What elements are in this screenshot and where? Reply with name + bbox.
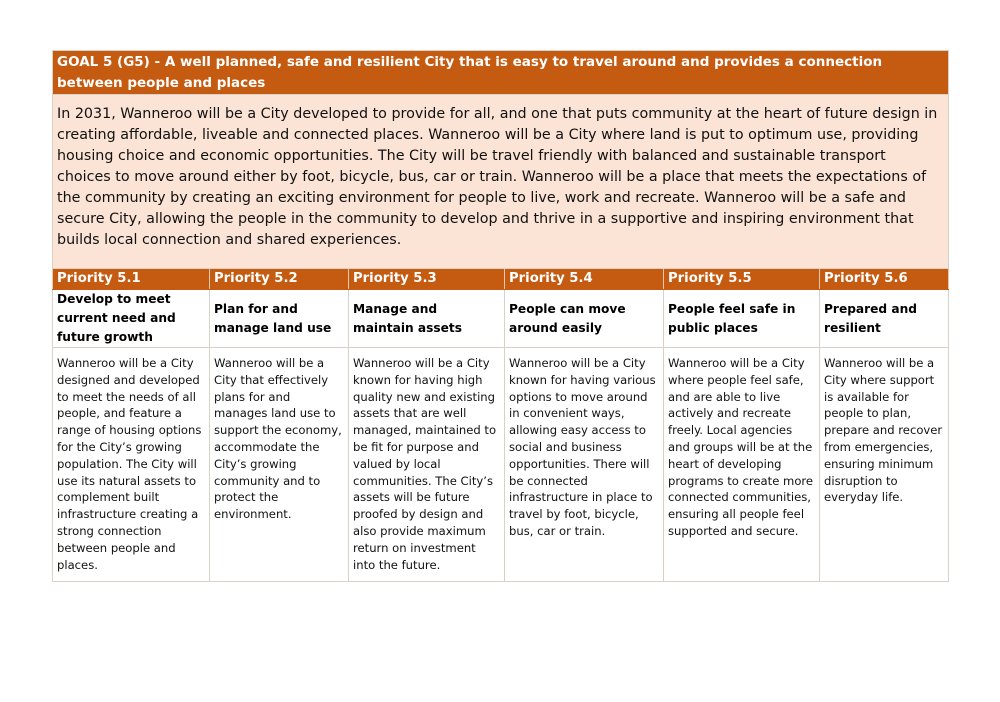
priority-title: People feel safe in public places — [664, 290, 820, 348]
priority-title: People can move around easily — [505, 290, 664, 348]
priority-description: Wanneroo will be a City that effectively plans for and manages land use to support the economy, accommodate the City’s growing community and to protect the environment. — [210, 348, 349, 582]
priority-description: Wanneroo will be a City where support is available for people to plan, prepare and recover from emergencies, ensuring minimum disruption to everyday life. — [820, 348, 949, 582]
priority-heading: Priority 5.5 — [664, 269, 820, 290]
priority-heading: Priority 5.2 — [210, 269, 349, 290]
priority-title: Develop to meet current need and future growth — [53, 290, 210, 348]
priority-heading: Priority 5.4 — [505, 269, 664, 290]
priority-heading: Priority 5.6 — [820, 269, 949, 290]
priority-heading: Priority 5.3 — [349, 269, 505, 290]
priority-description: Wanneroo will be a City where people feel safe, and are able to live actively and recreate freely. Local agencies and groups will be at the heart of developing programs to create more connected communities, ensuring all people feel supported and secure. — [664, 348, 820, 582]
goal-title-row — [53, 51, 949, 95]
priority-title: Manage and maintain assets — [349, 290, 505, 348]
goal-title: GOAL 5 (G5) - A well planned, safe and resilient City that is easy to travel around and provides a connection between people and places — [53, 51, 949, 95]
priority-heading-row — [53, 269, 949, 290]
priority-title: Prepared and resilient — [820, 290, 949, 348]
goal-5-table — [52, 50, 949, 582]
goal-intro-row — [53, 95, 949, 269]
priority-description: Wanneroo will be a City designed and developed to meet the needs of all people, and feature a range of housing options for the City’s growing population. The City will use its natural assets to complement built infrastructure creating a strong connection between people and places. — [53, 348, 210, 582]
priority-heading: Priority 5.1 — [53, 269, 210, 290]
priority-title-row — [53, 290, 949, 348]
goal-intro: In 2031, Wanneroo will be a City developed to provide for all, and one that puts community at the heart of future design in creating affordable, liveable and connected places. Wanneroo will be a City where land is put to optimum use, providing housing choice and economic opportunities. The City will be travel friendly with balanced and sustainable transport choices to move around either by foot, bicycle, bus, car or train. Wanneroo will be a place that meets the expectations of the community by creating an exciting environment for people to live, work and recreate. Wanneroo will be a safe and secure City, allowing the people in the community to develop and thrive in a supportive and inspiring environment that builds local connection and shared experiences. — [53, 95, 949, 269]
priority-description: Wanneroo will be a City known for having various options to move around in convenient ways, allowing easy access to social and business opportunities. There will be connected infrastructure in place to travel by foot, bicycle, bus, car or train. — [505, 348, 664, 582]
priority-description-row — [53, 348, 949, 582]
priority-description: Wanneroo will be a City known for having high quality new and existing assets that are well managed, maintained to be fit for purpose and valued by local communities. The City’s assets will be future proofed by design and also provide maximum return on investment into the future. — [349, 348, 505, 582]
priority-title: Plan for and manage land use — [210, 290, 349, 348]
